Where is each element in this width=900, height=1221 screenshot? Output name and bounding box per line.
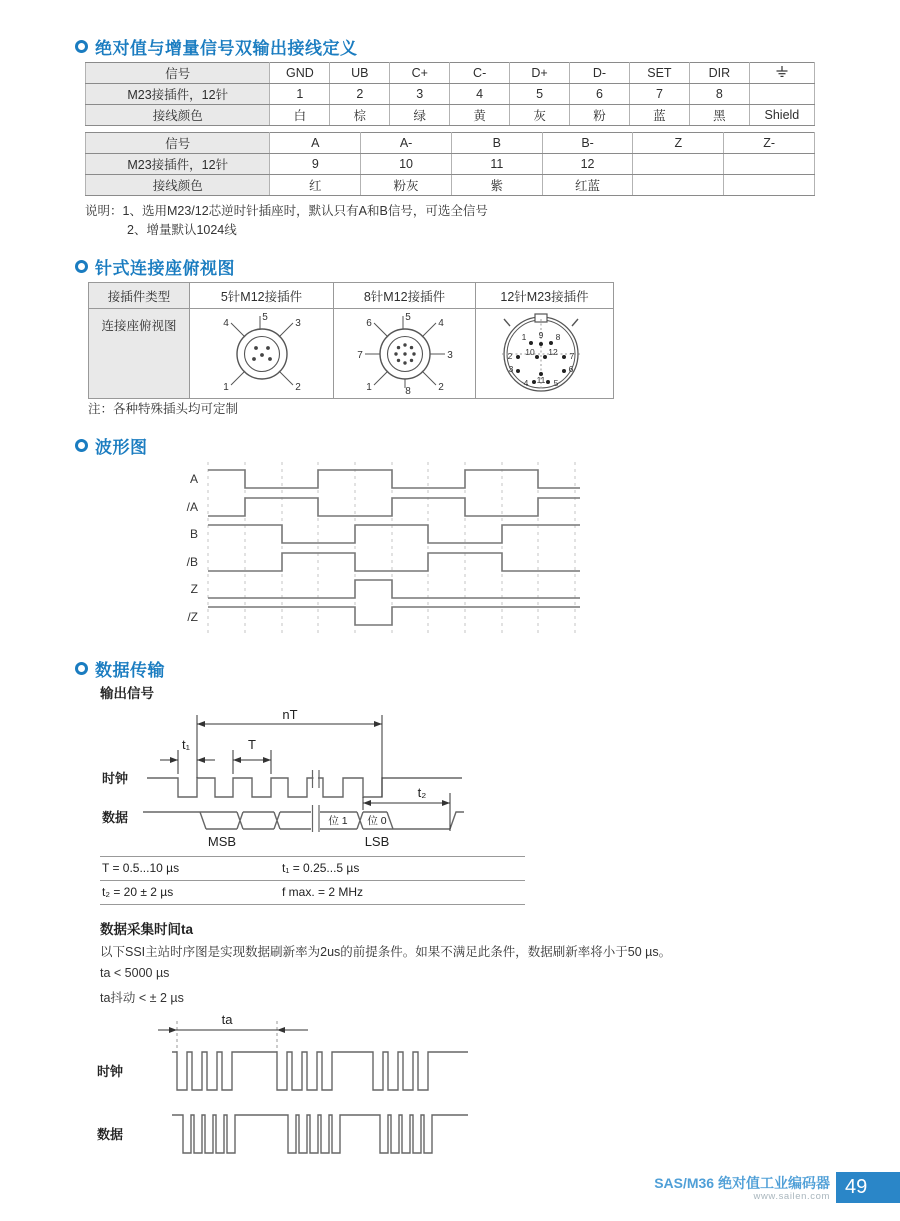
data-cell: 6 xyxy=(570,84,630,105)
row-header-cell: M23接插件，12针 xyxy=(86,154,270,175)
pin-label: 8 xyxy=(555,332,561,342)
acquisition-cond2: ta抖动 < ± 2 µs xyxy=(100,991,184,1005)
bit1-label: 位 1 xyxy=(328,815,348,827)
timing-parameters-table xyxy=(100,856,525,905)
acquisition-heading: 数据采集时间ta xyxy=(100,922,194,937)
acquisition-cond1: ta < 5000 µs xyxy=(100,966,170,980)
earth-ground-icon xyxy=(749,63,814,84)
ta-data-label: 数据 xyxy=(97,1127,124,1142)
pin-label: 11 xyxy=(536,375,546,385)
row-header-cell: 接线颜色 xyxy=(86,175,270,196)
data-cell xyxy=(633,175,724,196)
acquisition-description: 以下SSI主站时序图是实现数据刷新率为2us的前提条件。如果不满足此条件，数据刷新率将小于50 µs。 xyxy=(100,945,672,959)
pin-label: 5 xyxy=(262,312,268,323)
data-cell xyxy=(749,84,814,105)
dim-label-nT: nT xyxy=(282,707,298,722)
pin-label: 4 xyxy=(223,318,229,329)
data-cell: 粉 xyxy=(570,105,630,126)
page-number: 49 xyxy=(845,1176,868,1198)
msb-label: MSB xyxy=(207,834,237,849)
clock-row-label: 时钟 xyxy=(102,771,129,786)
section-bullet-icon xyxy=(75,439,88,452)
data-cell: 红蓝 xyxy=(542,175,633,196)
signal-label-Z: Z xyxy=(190,582,198,596)
output-signal-label: 输出信号 xyxy=(100,686,154,701)
m12-5pin-header: 5针M12接插件 xyxy=(190,283,334,309)
pin-label: 6 xyxy=(568,364,574,374)
data-cell: 3 xyxy=(390,84,450,105)
connector-table xyxy=(88,282,614,399)
pin-label: 3 xyxy=(295,318,301,329)
row-header-cell: 接线颜色 xyxy=(86,105,270,126)
row-header-cell: 信号 xyxy=(86,133,270,154)
signal-label-B: B xyxy=(189,527,198,541)
pin-label: 12 xyxy=(548,347,558,357)
data-cell: GND xyxy=(270,63,330,84)
param-row xyxy=(100,881,525,905)
pin-label: 10 xyxy=(525,347,535,357)
section-title-waveform xyxy=(75,433,148,458)
table-row xyxy=(86,84,815,105)
ta-clock-label: 时钟 xyxy=(97,1064,124,1079)
signal-label-notB: /B xyxy=(186,555,198,569)
data-cell: A- xyxy=(361,133,452,154)
dim-label-T: T xyxy=(248,737,256,752)
data-cell: SET xyxy=(629,63,689,84)
data-cell: 4 xyxy=(450,84,510,105)
section-bullet-icon xyxy=(75,662,88,675)
wiring-table-absolute-signals xyxy=(85,62,815,126)
signal-label-A: A xyxy=(189,472,198,486)
pin-label: 3 xyxy=(508,364,514,374)
footer-product-name: SAS/M36 绝对值工业编码器 xyxy=(654,1175,830,1191)
data-cell: 5 xyxy=(510,84,570,105)
data-cell: 绿 xyxy=(390,105,450,126)
m12-8pin-cell xyxy=(334,309,476,399)
pin-label: 3 xyxy=(447,350,453,361)
m23-12pin-connector-diagram xyxy=(476,309,614,395)
table-row xyxy=(86,105,815,126)
lsb-label: LSB xyxy=(364,834,390,849)
data-cell: C- xyxy=(450,63,510,84)
data-cell: 10 xyxy=(361,154,452,175)
section-title-connectors xyxy=(75,254,235,279)
pin-label: 8 xyxy=(405,386,411,395)
pin-label: 2 xyxy=(507,351,513,361)
data-cell: 紫 xyxy=(451,175,542,196)
dim-label-t2: t₂ xyxy=(417,785,427,800)
data-cell: 蓝 xyxy=(629,105,689,126)
table-row xyxy=(86,175,815,196)
data-row-label: 数据 xyxy=(102,810,129,825)
data-cell: Shield xyxy=(749,105,814,126)
table-row xyxy=(86,154,815,175)
data-cell: 8 xyxy=(689,84,749,105)
data-cell: B- xyxy=(542,133,633,154)
section-title-wiring xyxy=(75,34,358,59)
wiring-note-line1: 说明：1、选用M23/12芯逆时针插座时，默认只有A和B信号，可选全信号 xyxy=(85,204,488,218)
data-cell xyxy=(724,154,815,175)
pin-label: 5 xyxy=(405,312,411,323)
section-title-transmission xyxy=(75,656,165,681)
bit0-label: 位 0 xyxy=(367,815,387,827)
data-cell: C+ xyxy=(390,63,450,84)
param-row xyxy=(100,857,525,881)
section-bullet-icon xyxy=(75,260,88,273)
data-cell: 粉灰 xyxy=(361,175,452,196)
incremental-waveform-diagram xyxy=(160,455,585,640)
section-title-text: 针式连接座俯视图 xyxy=(95,259,235,278)
data-cell xyxy=(633,154,724,175)
row-header-cell: M23接插件，12针 xyxy=(86,84,270,105)
m12-5pin-cell xyxy=(190,309,334,399)
m12-8pin-connector-diagram xyxy=(334,309,476,395)
data-cell: Z- xyxy=(724,133,815,154)
param-t1: t₁ = 0.25...5 µs xyxy=(282,861,360,875)
wiring-note-line2: 2、增量默认1024线 xyxy=(127,223,237,237)
data-cell: 9 xyxy=(270,154,361,175)
param-T: T = 0.5...10 µs xyxy=(102,861,180,875)
connector-note: 注：各种特殊插头均可定制 xyxy=(88,402,239,416)
data-cell: D+ xyxy=(510,63,570,84)
data-cell: 灰 xyxy=(510,105,570,126)
connector-header-row xyxy=(89,283,614,309)
data-cell: 棕 xyxy=(330,105,390,126)
section-title-text: 波形图 xyxy=(95,438,148,457)
data-cell: DIR xyxy=(689,63,749,84)
data-cell: 11 xyxy=(451,154,542,175)
m12-5pin-connector-diagram xyxy=(190,309,334,395)
dim-label-t1: t₁ xyxy=(182,737,190,752)
data-cell: 黑 xyxy=(689,105,749,126)
pin-label: 5 xyxy=(553,378,559,388)
m23-12pin-cell xyxy=(476,309,614,399)
data-cell: Z xyxy=(633,133,724,154)
ta-dim-label: ta xyxy=(221,1012,233,1027)
param-t2: t₂ = 20 ± 2 µs xyxy=(102,885,174,899)
ssi-timing-diagram xyxy=(100,700,565,862)
data-cell: 红 xyxy=(270,175,361,196)
table-row xyxy=(86,133,815,154)
ta-data-trace xyxy=(172,1115,468,1153)
data-cell: 白 xyxy=(270,105,330,126)
m23-12pin-header: 12针M23接插件 xyxy=(476,283,614,309)
pin-label: 1 xyxy=(366,382,372,393)
section-bullet-icon xyxy=(75,40,88,53)
data-cell: A xyxy=(270,133,361,154)
pin-label: 9 xyxy=(538,330,544,340)
data-cell: 2 xyxy=(330,84,390,105)
pin-label: 7 xyxy=(357,350,363,361)
section-title-text: 数据传输 xyxy=(95,661,165,680)
ta-clock-trace xyxy=(172,1052,468,1090)
data-cell: UB xyxy=(330,63,390,84)
page-number-badge xyxy=(836,1172,900,1203)
m12-8pin-header: 8针M12接插件 xyxy=(334,283,476,309)
top-view-row-label: 连接座俯视图 xyxy=(89,309,190,399)
data-bus-trace xyxy=(143,812,464,829)
data-cell: 黄 xyxy=(450,105,510,126)
data-cell: B xyxy=(451,133,542,154)
data-cell: 1 xyxy=(270,84,330,105)
pin-label: 7 xyxy=(569,351,575,361)
row-header-cell: 信号 xyxy=(86,63,270,84)
data-cell: 12 xyxy=(542,154,633,175)
pin-label: 1 xyxy=(223,382,229,393)
connector-diagram-row xyxy=(89,309,614,399)
table-row xyxy=(86,63,815,84)
pin-label: 1 xyxy=(521,332,527,342)
param-fmax: f max. = 2 MHz xyxy=(282,885,364,899)
waveform-traces xyxy=(208,470,580,625)
pin-label: 2 xyxy=(295,382,301,393)
wiring-table-incremental-signals xyxy=(85,132,815,196)
data-cell: 7 xyxy=(629,84,689,105)
section-title-text: 绝对值与增量信号双输出接线定义 xyxy=(95,39,358,58)
connector-type-header: 接插件类型 xyxy=(89,283,190,309)
pin-label: 4 xyxy=(523,378,529,388)
pin-label: 4 xyxy=(438,318,444,329)
data-cell: D- xyxy=(570,63,630,84)
ta-timing-diagram xyxy=(95,1008,540,1163)
pin-label: 6 xyxy=(366,318,372,329)
data-cell xyxy=(724,175,815,196)
signal-label-notZ: /Z xyxy=(187,610,198,624)
footer-website: www.sailen.com xyxy=(753,1191,830,1202)
pin-label: 2 xyxy=(438,382,444,393)
signal-label-notA: /A xyxy=(186,500,198,514)
